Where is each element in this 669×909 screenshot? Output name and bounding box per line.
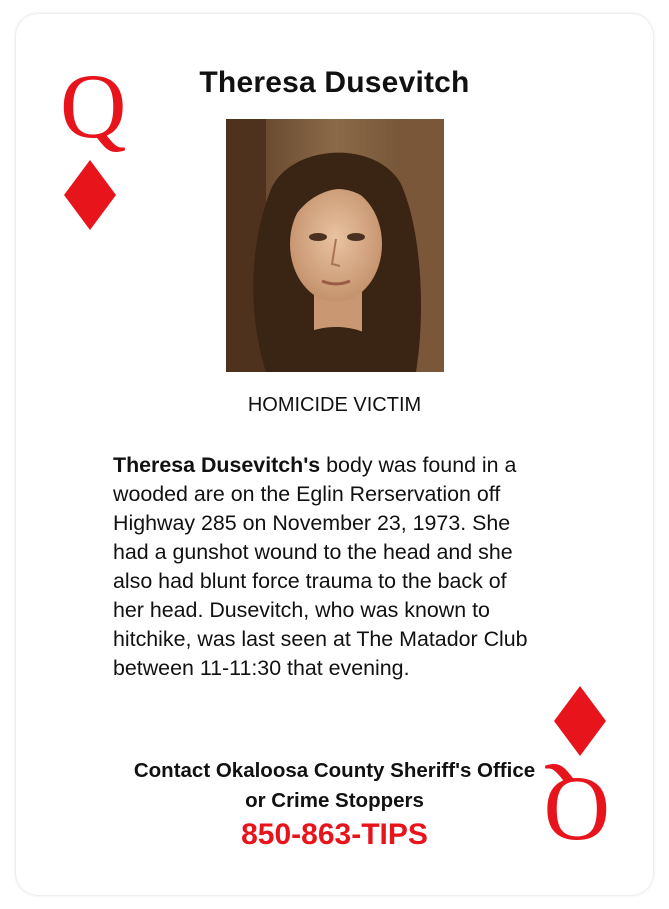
card-rank-rotated: Q [543, 759, 610, 861]
diamond-icon [64, 160, 116, 230]
contact-line-1: Contact Okaloosa County Sheriff's Office [133, 759, 536, 782]
contact-line-2: or Crime Stoppers [245, 789, 424, 812]
playing-card [16, 14, 653, 895]
tip-phone-number: 850-863-TIPS [241, 818, 428, 851]
victim-name: Theresa Dusevitch [199, 66, 470, 99]
case-description [113, 451, 543, 683]
victim-photo [226, 119, 444, 372]
portrait-image [226, 119, 444, 372]
card-rank: Q [60, 55, 127, 157]
description-text: body was found in a wooded are on the Eglin Rerservation off Highway 285 on November 23, 1973. She had a gunshot wound to the head and she also had blunt force trauma to the back of her head. Dusevitch, who was known to hitchike, was last seen at The Matador Club between 11-11:30 that evening. [113, 453, 528, 680]
diamond-icon [554, 686, 606, 756]
description-name: Theresa Dusevitch's [113, 453, 321, 477]
case-type-caption: HOMICIDE VICTIM [247, 394, 422, 416]
